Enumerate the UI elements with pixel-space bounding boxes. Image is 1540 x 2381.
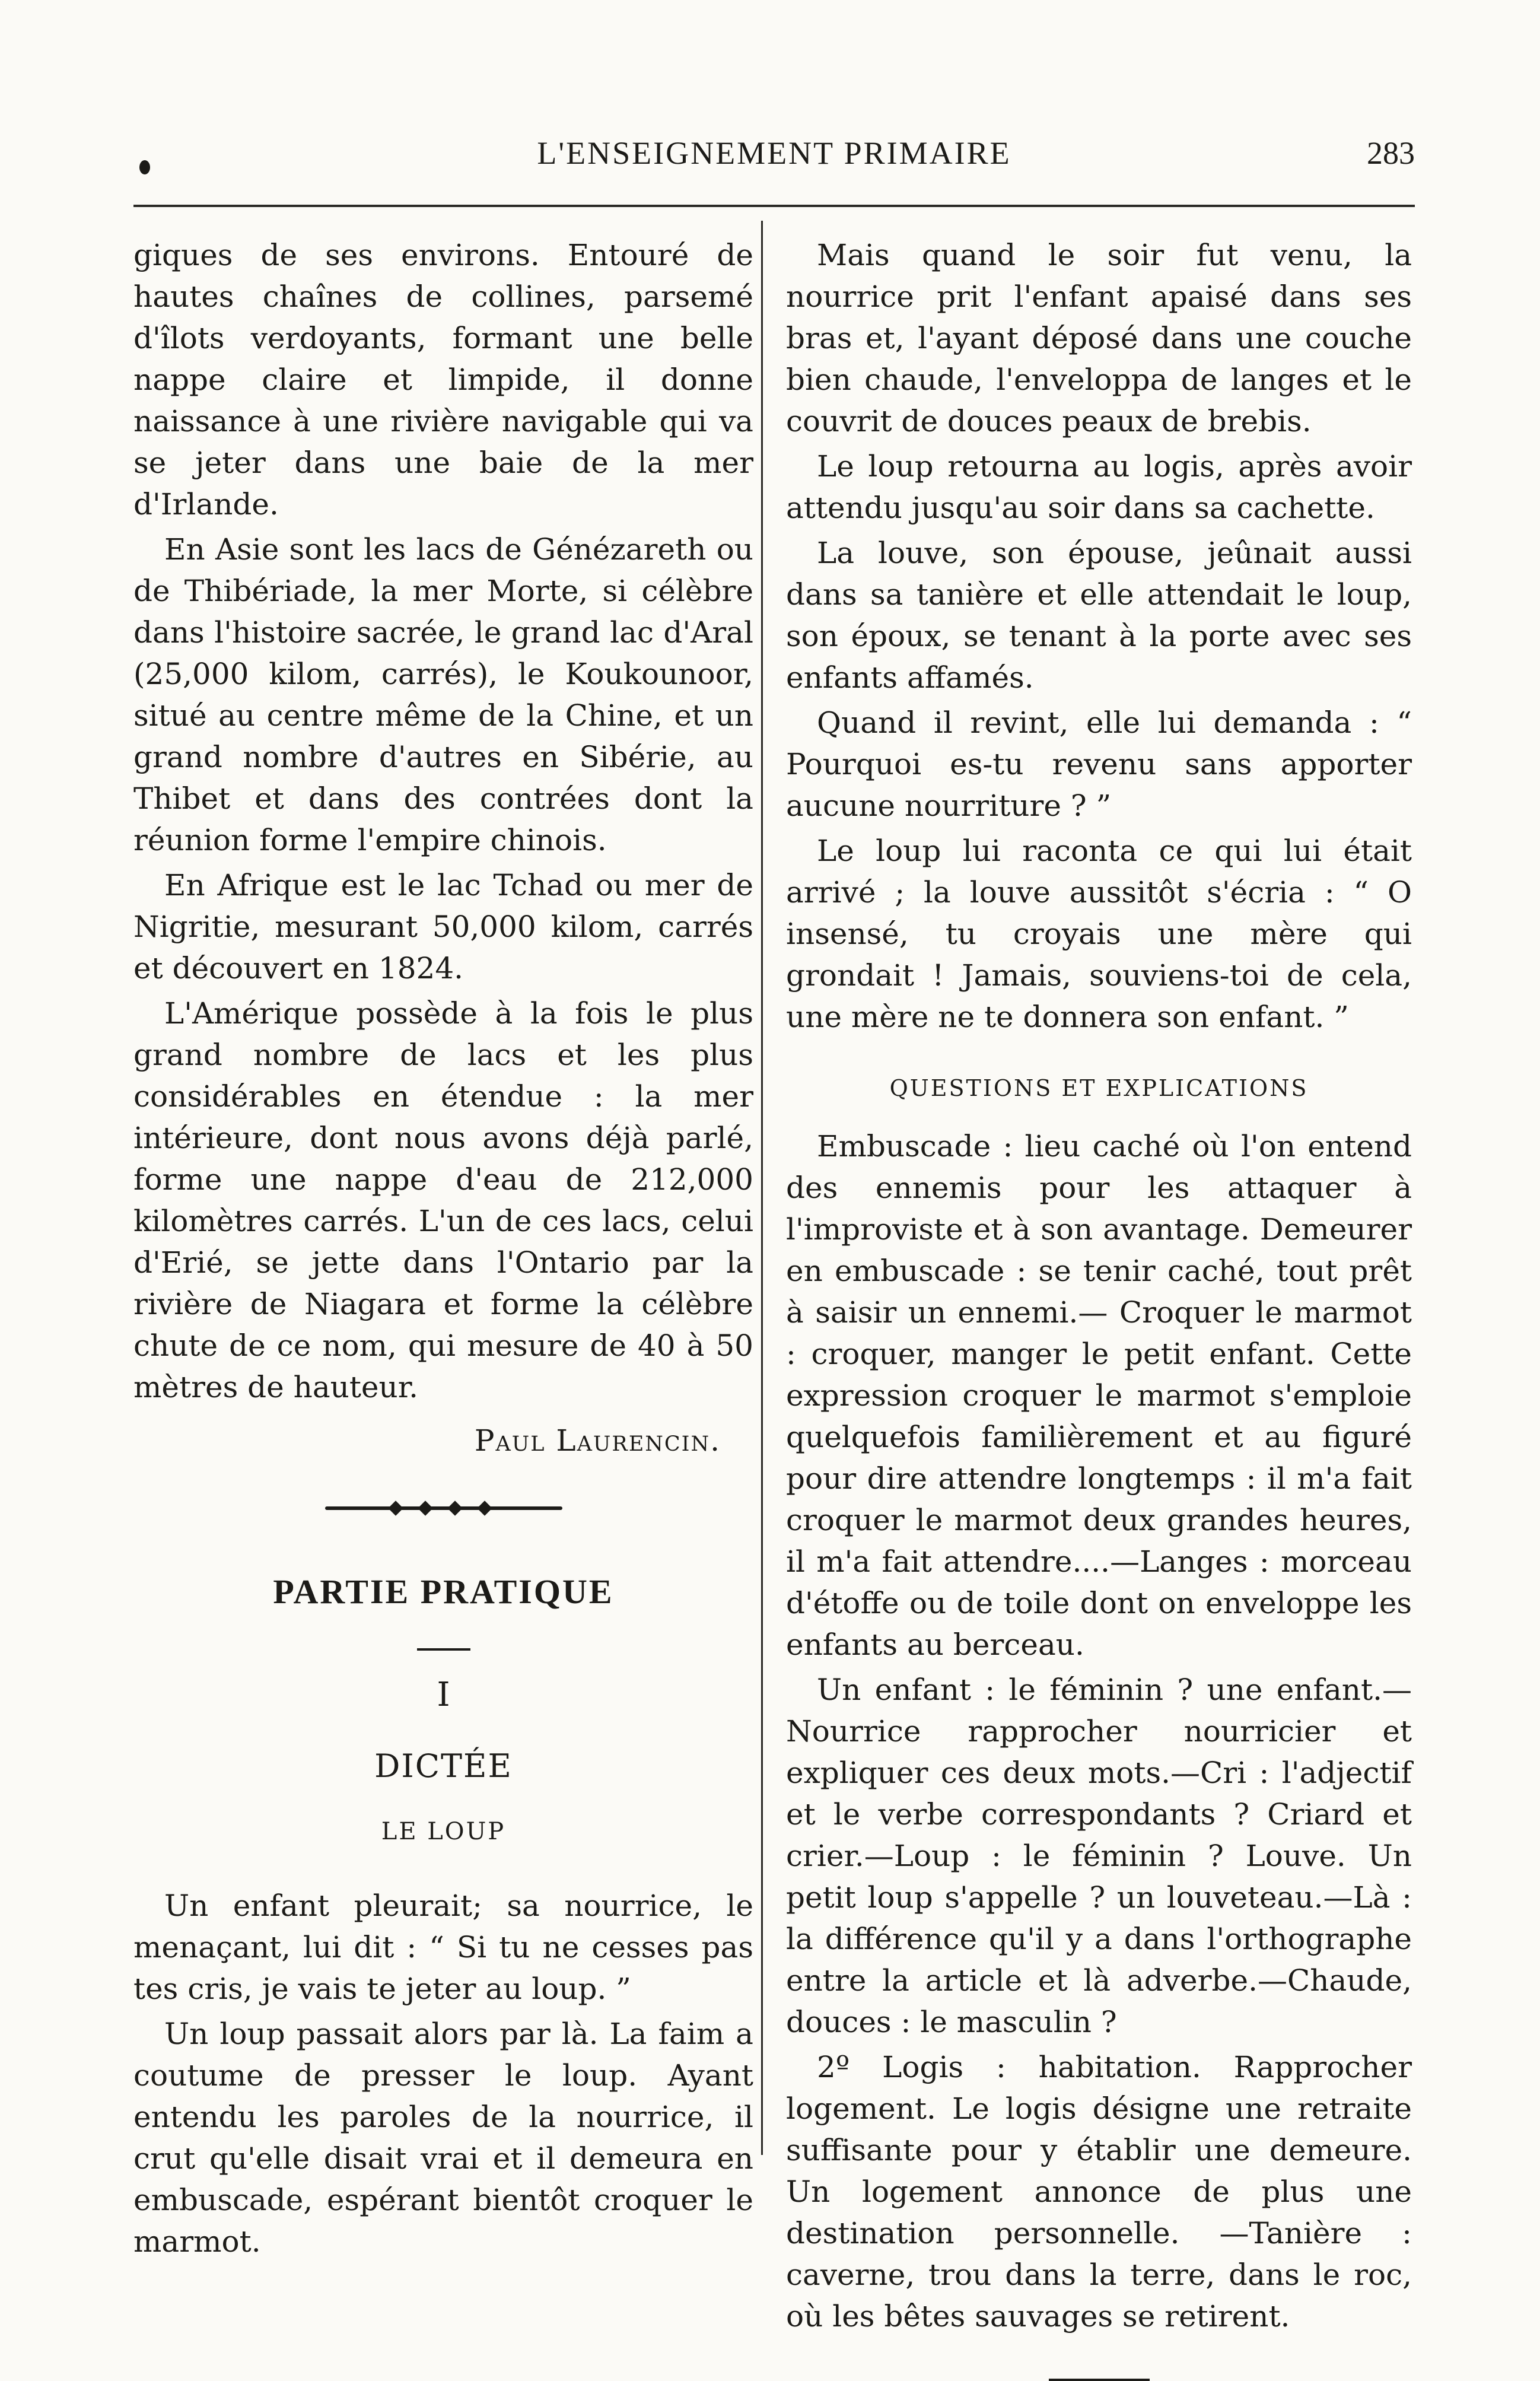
page-header [133, 122, 1415, 175]
bullet-mark [139, 160, 150, 174]
paragraph: giques de ses environs. Entouré de hautes chaînes de collines, parsemé d'îlots verdoyants, formant une belle nappe claire et limpide, il donne naissance à une rivière navigable qui va se jeter dans une baie de la mer d'Irlande. [133, 238, 753, 522]
short-rule [417, 1648, 470, 1651]
paragraph: Le loup lui raconta ce qui lui était arrivé ; la louve aussitôt s'écria : “ O insensé, tu croyais une mère qui grondait ! Jamais, souviens-toi de cela, une mère ne te donnera son enfant. ” [786, 834, 1412, 1034]
questions-title: QUESTIONS ET EXPLICATIONS [889, 1075, 1309, 1101]
paragraph: Un enfant pleurait; sa nourrice, le menaçant, lui dit : “ Si tu ne cesses pas tes cris, je vais te jeter au loup. ” [133, 1889, 753, 2006]
paragraph: Le loup retourna au logis, après avoir attendu jusqu'au soir dans sa cachette. [786, 449, 1412, 525]
paragraph: La louve, son épouse, jeûnait aussi dans sa tanière et elle attendait le loup, son époux, se tenant à la porte avec ses enfants affamés. [786, 536, 1412, 695]
left-column [133, 234, 753, 2262]
paragraph: L'Amérique possède à la fois le plus grand nombre de lacs et les plus considérables en étendue : la mer intérieure, dont nous avons déjà parlé, forme une nappe d'eau de 212,000 kilomètres carrés. L'un de ces lacs, celui d'Erié, se jette dans l'Ontario par la rivière de Niagara et forme la célèbre chute de ce nom, qui mesure de 40 à 50 mètres de hauteur. [133, 996, 753, 1404]
page-number: 283 [1367, 135, 1415, 171]
ornament-divider [325, 1497, 562, 1521]
paragraph: En Afrique est le lac Tchad ou mer de Nigritie, mesurant 50,000 kilom, carrés et découvert en 1824. [133, 868, 753, 986]
paragraph: En Asie sont les lacs de Génézareth ou de Thibériade, la mer Morte, si célèbre dans l'histoire sacrée, le grand lac d'Aral (25,000 kilom, carrés), le Koukounoor, situé au centre même de la Chine, et un grand nombre d'autres en Sibérie, au Thibet et dans des contrées dont la réunion forme l'empire chinois. [133, 532, 753, 857]
story-title: LE LOUP [381, 1818, 506, 1845]
running-title: L'ENSEIGNEMENT PRIMAIRE [537, 135, 1011, 171]
section-number: I [437, 1676, 450, 1714]
author-signature: Paul Laurencin. [474, 1423, 721, 1458]
end-rule [1049, 2379, 1150, 2381]
paragraph: Embuscade : lieu caché où l'on entend des ennemis pour les attaquer à l'improviste et à son avantage. Demeurer en embuscade : se tenir caché, tout prêt à saisir un ennemi.— Croquer le marmot : croquer, manger le petit enfant. Cette expression croquer le marmot s'emploie quelquefois familièrement et au figuré pour dire attendre longtemps : il m'a fait croquer le marmot deux grandes heures, il m'a fait attendre....—Langes : morceau d'étoffe ou de toile dont on enveloppe les enfants au berceau. [786, 1129, 1412, 1662]
section-title: PARTIE PRATIQUE [273, 1572, 614, 1611]
subsection-title: DICTÉE [374, 1747, 513, 1785]
paragraph: Mais quand le soir fut venu, la nourrice prit l'enfant apaisé dans ses bras et, l'ayant déposé dans une couche bien chaude, l'enveloppa de langes et le couvrit de douces peaux de brebis. [786, 238, 1412, 438]
header-rule [133, 205, 1415, 207]
paragraph: Quand il revint, elle lui demanda : “ Pourquoi es-tu revenu sans apporter aucune nourriture ? ” [786, 705, 1412, 823]
paragraph: 2º Logis : habitation. Rapprocher logement. Le logis désigne une retraite suffisante pour y établir une demeure. Un logement annonce de plus une destination personnelle. —Tanière : caverne, trou dans la terre, dans le roc, où les bêtes sauvages se retirent. [786, 2050, 1412, 2334]
right-column [786, 234, 1412, 2381]
column-separator [761, 221, 763, 2155]
paragraph: Un loup passait alors par là. La faim a coutume de presser le loup. Ayant entendu les paroles de la nourrice, il crut qu'elle disait vrai et il demeura en embuscade, espérant bientôt croquer le marmot. [133, 2017, 753, 2259]
paragraph: Un enfant : le féminin ? une enfant.— Nourrice rapprocher nourricier et expliquer ces deux mots.—Cri : l'adjectif et le verbe correspondants ? Criard et crier.—Loup : le féminin ? Louve. Un petit loup s'appelle ? un louveteau.—Là : la différence qu'il y a dans l'orthographe entre la article et là adverbe.—Chaude, douces : le masculin ? [786, 1673, 1412, 2039]
